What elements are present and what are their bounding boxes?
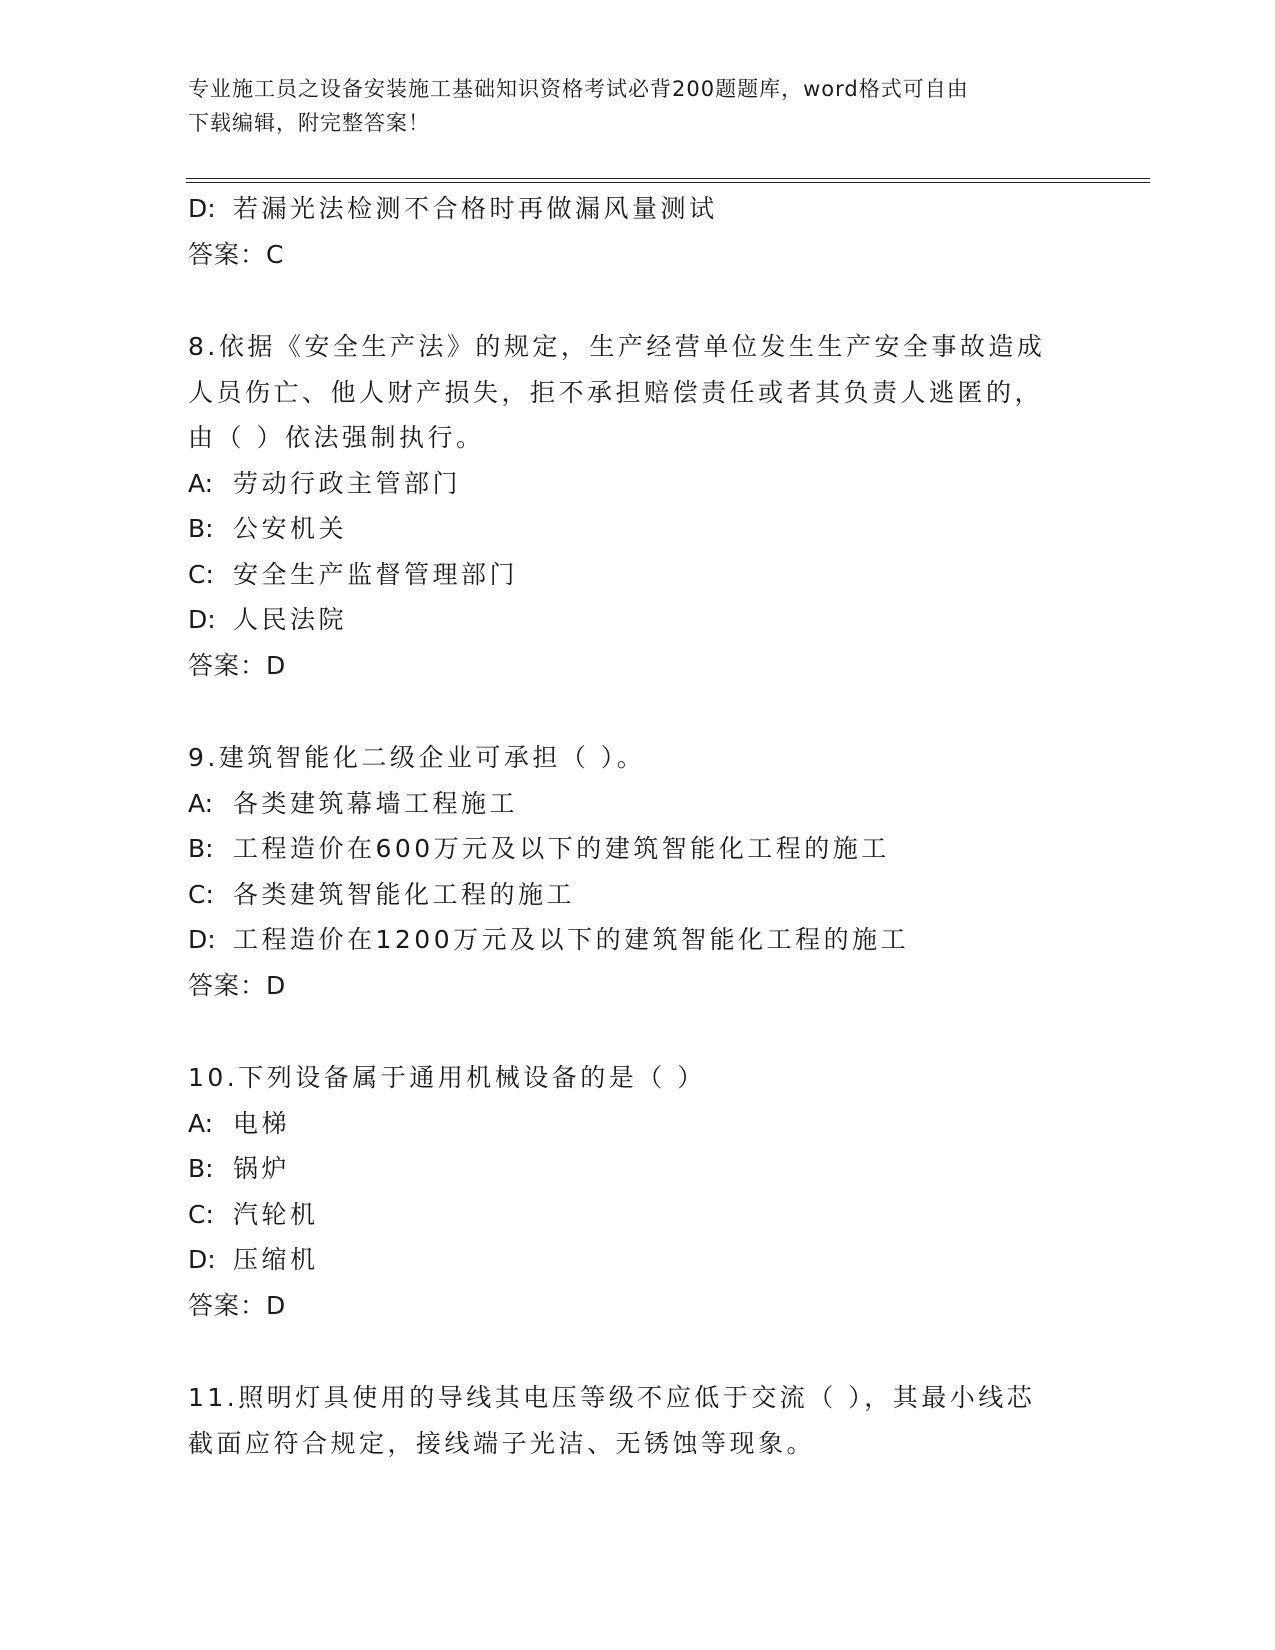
question-line: 10.下列设备属于通用机械设备的是（ ） xyxy=(188,1063,706,1092)
option-d xyxy=(188,597,1088,643)
option-key: A: xyxy=(188,788,214,818)
question-line: 由（ ）依法强制执行。 xyxy=(188,423,485,452)
option-text: 劳动行政主管部门 xyxy=(233,468,462,498)
question-9 xyxy=(188,735,1088,1008)
option-text: 电梯 xyxy=(233,1108,291,1138)
option-key: D: xyxy=(188,1245,216,1274)
question-line: 8.依据《安全生产法》的规定，生产经营单位发生生产安全事故造成 xyxy=(188,332,1046,361)
option-text: 各类建筑幕墙工程施工 xyxy=(233,788,519,818)
answer: 答案：D xyxy=(188,970,287,1000)
question-11 xyxy=(188,1375,1088,1466)
spacer xyxy=(188,688,1088,735)
option-key: B: xyxy=(188,514,214,543)
option-text: 压缩机 xyxy=(233,1245,319,1274)
option-key: C: xyxy=(188,559,214,589)
option-key: D: xyxy=(188,925,216,954)
option-text: 工程造价在600万元及以下的建筑智能化工程的施工 xyxy=(233,834,890,863)
option-b xyxy=(188,1146,1088,1192)
option-text: 安全生产监督管理部门 xyxy=(233,559,519,589)
option-key: B: xyxy=(188,834,214,863)
option-key: C: xyxy=(188,1199,214,1229)
option-text: 锅炉 xyxy=(233,1154,291,1183)
answer: 答案：D xyxy=(188,1290,287,1320)
question-content xyxy=(188,186,1088,1466)
option-b xyxy=(188,506,1088,552)
option-key: D: xyxy=(188,194,216,223)
option-c xyxy=(188,552,1088,598)
question-8 xyxy=(188,324,1088,688)
option-a xyxy=(188,1101,1088,1147)
option-text: 各类建筑智能化工程的施工 xyxy=(233,879,576,909)
answer: 答案：D xyxy=(188,650,287,680)
option-key: C: xyxy=(188,879,214,909)
question-line: 9.建筑智能化二级企业可承担（ ）。 xyxy=(188,743,646,772)
question-10 xyxy=(188,1055,1088,1328)
question-line: 11.照明灯具使用的导线其电压等级不应低于交流（ ），其最小线芯 xyxy=(188,1383,1036,1412)
header-divider-top xyxy=(186,178,1150,179)
option-key: D: xyxy=(188,605,216,634)
document-header xyxy=(188,72,1068,140)
option-text: 工程造价在1200万元及以下的建筑智能化工程的施工 xyxy=(233,925,910,954)
option-text: 汽轮机 xyxy=(233,1199,319,1229)
option-text: 公安机关 xyxy=(233,514,348,543)
option-text: 若漏光法检测不合格时再做漏风量测试 xyxy=(233,194,718,223)
question-line: 截面应符合规定，接线端子光洁、无锈蚀等现象。 xyxy=(188,1428,816,1458)
spacer xyxy=(188,277,1088,324)
option-text: 人民法院 xyxy=(233,605,348,634)
header-line-1: 专业施工员之设备安装施工基础知识资格考试必背200题题库，word格式可自由 xyxy=(188,77,969,101)
header-divider-bottom xyxy=(186,182,1150,183)
option-b xyxy=(188,826,1088,872)
option-d xyxy=(188,1237,1088,1283)
spacer xyxy=(188,1328,1088,1375)
option-key: B: xyxy=(188,1154,214,1183)
question-line: 人员伤亡、他人财产损失，拒不承担赔偿责任或者其负责人逃匿的， xyxy=(188,377,1044,407)
option-d-previous xyxy=(188,186,1088,232)
option-a xyxy=(188,461,1088,507)
option-key: A: xyxy=(188,468,214,498)
spacer xyxy=(188,1008,1088,1055)
header-line-2: 下载编辑，附完整答案！ xyxy=(188,111,430,135)
option-c xyxy=(188,1192,1088,1238)
answer-previous: 答案：C xyxy=(188,239,285,269)
option-d xyxy=(188,917,1088,963)
option-key: A: xyxy=(188,1108,214,1138)
option-a xyxy=(188,781,1088,827)
option-c xyxy=(188,872,1088,918)
